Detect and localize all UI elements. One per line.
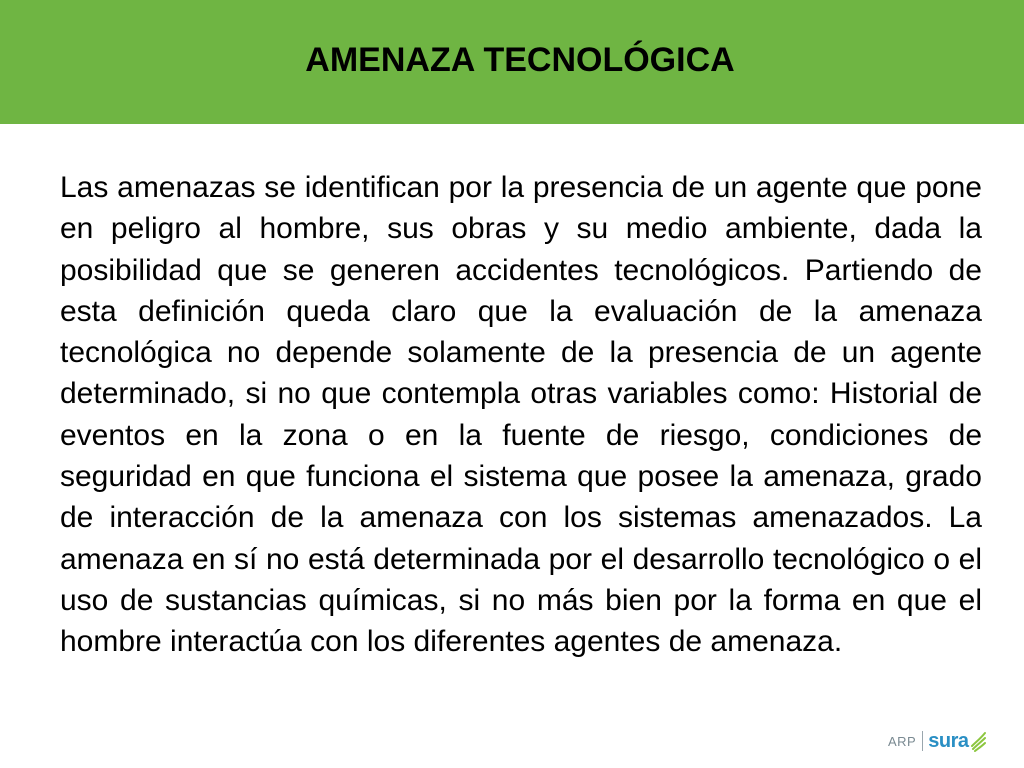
- slide-body-text: Las amenazas se identifican por la presencia de un agente que pone en peligro al hombre, sus obras y su medio ambiente, dada la posibilidad que se generen accidentes tecnológicos. Partiendo de esta definición queda claro que la evaluación de la amenaza tecnológica no depende solamente de la presencia de un agente determinado, si no que contempla otras variables como: Historial de eventos en la zona o en la fuente de riesgo, condiciones de seguridad en que funciona el sistema que posee la amenaza, grado de interacción de la amenaza con los sistemas amenazados. La amenaza en sí no está determinada por el desarrollo tecnológico o el uso de sustancias químicas, si no más bien por la forma en que el hombre interactúa con los diferentes agentes de amenaza.: [60, 171, 982, 659]
- logo-divider: [922, 731, 923, 751]
- logo-sura-text: sura: [928, 729, 969, 752]
- logo-arp-text: ARP: [888, 733, 917, 749]
- arp-sura-logo: [888, 727, 986, 755]
- title-banner: [0, 0, 1024, 124]
- slide-title: AMENAZA TECNOLÓGICA: [305, 41, 735, 79]
- sura-swoosh-icon: [970, 730, 986, 752]
